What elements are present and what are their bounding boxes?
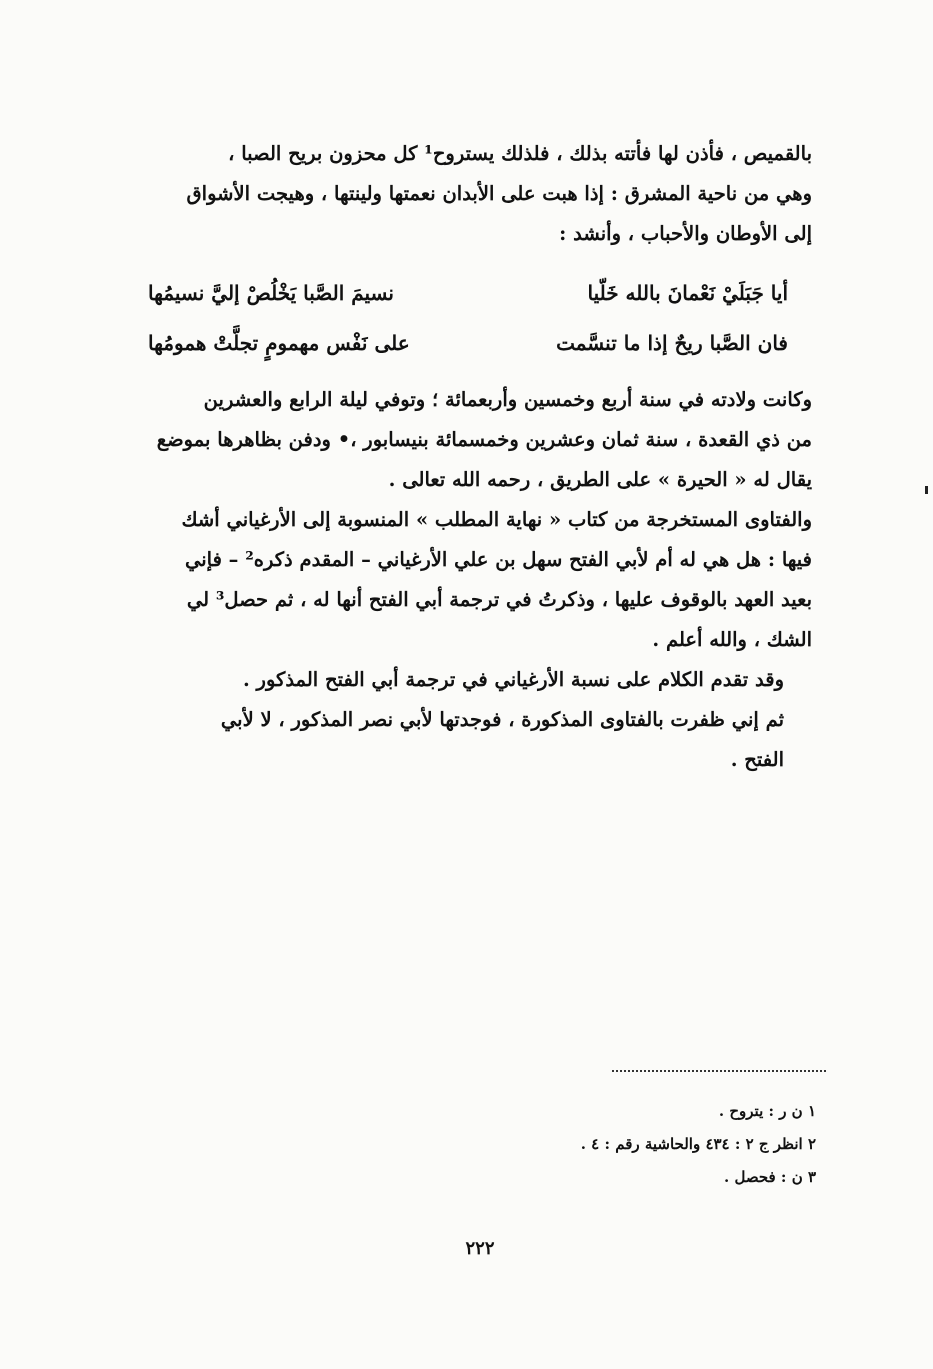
paragraph-2 (100, 380, 812, 500)
text-line: الفتح . (730, 748, 784, 771)
verse-first-hemistich: فان الصَّبا ريحٌ إذا ما تنسَّمت (556, 331, 788, 355)
poem-verses (148, 268, 788, 368)
footnote-divider (612, 1070, 826, 1072)
verse-second-hemistich: على نَفْس مهمومٍ تجلَّتْ همومُها (148, 331, 410, 355)
text-line: وهي من ناحية المشرق : إذا هبت على الأبدان نعمتها ولينتها ، وهيجت الأشواق (186, 182, 812, 205)
paragraph-1 (100, 134, 812, 254)
footnotes (420, 1095, 816, 1194)
text-line: ثم إني ظفرت بالفتاوى المذكورة ، فوجدتها لأبي نصر المذكور ، لا لأبي (220, 708, 784, 731)
paragraph-3 (100, 500, 812, 660)
text-line: بعيد العهد بالوقوف عليها ، وذكرتُ في ترجمة أبي الفتح أنها له ، ثم حصل³ لي (186, 588, 812, 611)
footnote-1: ١ ن ر : يتروح . (718, 1102, 816, 1120)
verse-first-hemistich: أيا جَبَلَيْ نَعْمانَ بالله خَلّيا (587, 281, 788, 305)
verse-1 (148, 268, 788, 318)
verse-second-hemistich: نسيمَ الصَّبا يَخْلُصْ إليَّ نسيمُها (148, 281, 394, 305)
footnote-3: ٣ ن : فحصل . (724, 1168, 816, 1186)
text-line: من ذي القعدة ، سنة ثمان وعشرين وخمسمائة بنيسابور ،• ودفن بظاهرها بموضع (156, 428, 812, 451)
scan-edge-mark (925, 486, 928, 494)
footnote-2: ٢ انظر ج ٢ : ٤٣٤ والحاشية رقم : ٤ . (580, 1135, 816, 1153)
text-line: وكانت ولادته في سنة أربع وخمسين وأربعمائة ؛ وتوفي ليلة الرابع والعشرين (203, 388, 812, 411)
text-line: فيها : هل هي له أم لأبي الفتح سهل بن علي الأرغياني – المقدم ذكره² – فإني (184, 548, 812, 571)
text-line: والفتاوى المستخرجة من كتاب « نهاية المطلب » المنسوبة إلى الأرغياني أشك (181, 508, 812, 531)
paragraph-5 (100, 700, 812, 780)
text-line: الشك ، والله أعلم . (652, 628, 812, 651)
text-line: بالقميص ، فأذن لها فأتته بذلك ، فلذلك يستروح¹ كل محزون بريح الصبا ، (228, 142, 812, 165)
verse-2 (148, 318, 788, 368)
page-number: ٢٢٢ (465, 1238, 495, 1259)
text-line: وقد تقدم الكلام على نسبة الأرغياني في ترجمة أبي الفتح المذكور . (242, 668, 784, 691)
text-line: يقال له « الحيرة » على الطريق ، رحمه الله تعالى . (388, 468, 812, 491)
paragraph-4 (100, 660, 812, 700)
text-line: إلى الأوطان والأحباب ، وأنشد : (559, 222, 812, 245)
